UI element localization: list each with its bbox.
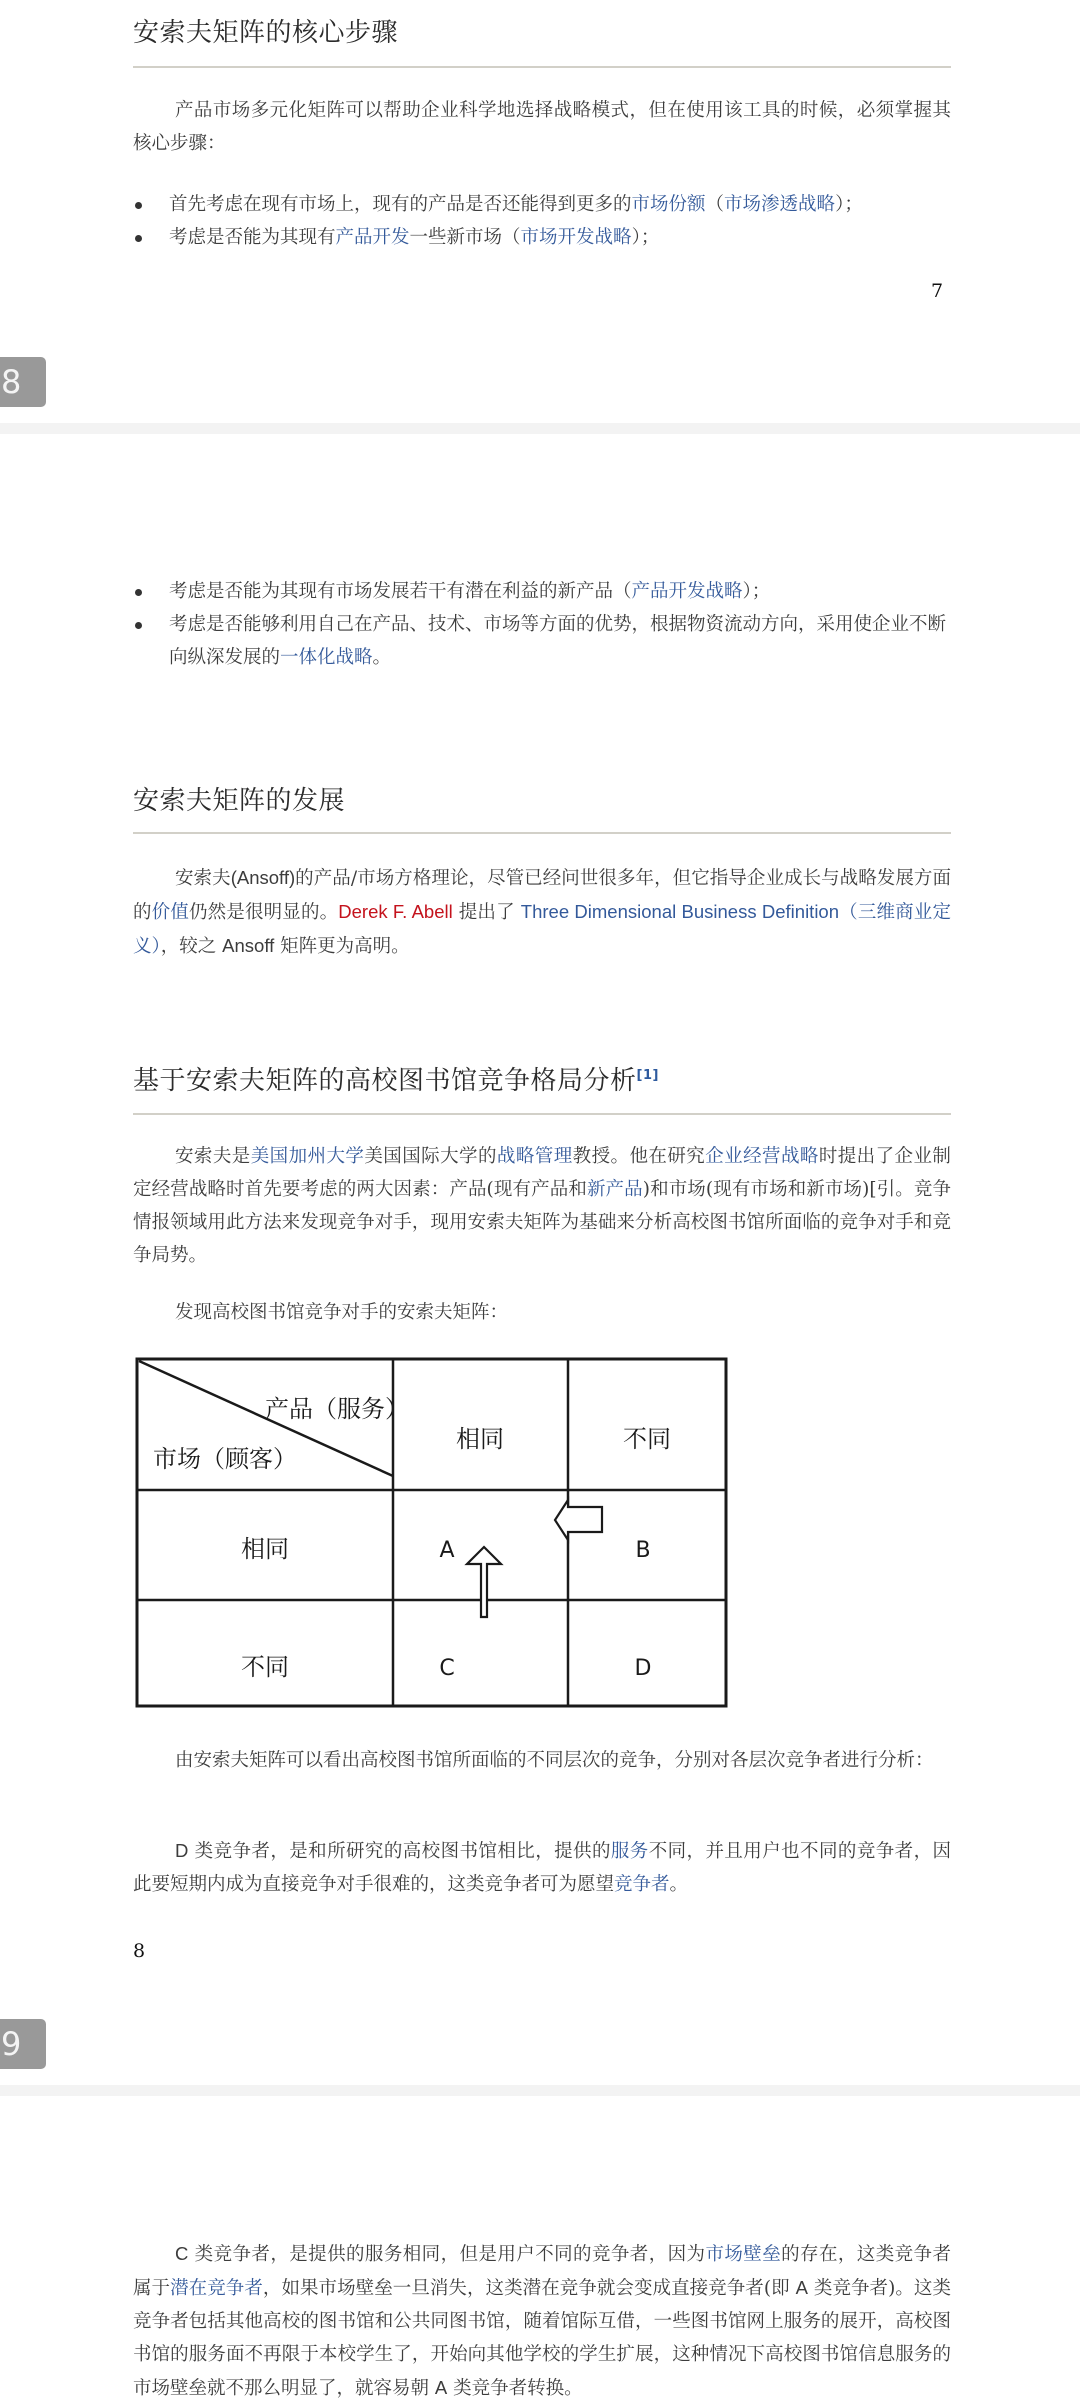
- bullet-icon: [135, 589, 142, 596]
- matrix-corner-market: 市场（顾客）: [153, 1445, 297, 1473]
- section-heading-core-steps: 安索夫矩阵的核心步骤: [133, 18, 399, 48]
- link-integration-strategy[interactable]: 一体化战略: [280, 647, 373, 668]
- inline-link[interactable]: 潜在竞争者: [170, 2278, 263, 2299]
- page-separator: [0, 423, 1080, 434]
- paragraph-competition-levels: 由安索夫矩阵可以看出高校图书馆所面临的不同层次的竞争，分别对各层次竞争者进行分析：: [175, 1750, 934, 1771]
- ansoff-matrix-figure: [135, 1357, 729, 1709]
- paragraph-d-competitors: D 类竞争者，是和所研究的高校图书馆相比，提供的服务不同，并且用户也不同的竞争者，因此要短期内成为直接竞争对手很难的，这类竞争者可为愿望竞争者。: [133, 1840, 951, 1895]
- bullet-icon: [135, 202, 142, 209]
- link-competitor[interactable]: 竞争者: [614, 1874, 670, 1895]
- matrix-cell-a: A: [439, 1538, 455, 1563]
- paragraph-c-competitors: C 类竞争者，是提供的服务相同，但是用户不同的竞争者，因为市场壁垒的存在，这类竞争者属于潜在竞争者，如果市场壁垒一旦消失，这类潜在竞争就会变成直接竞争者(即 A 类竞争者)。这类竞争者包括其他高校的图书馆和公共同图书馆，随着馆际互借，一些图书馆网上服务的展开，高校图书馆的服务面不再限于本校学生了，开始向其他学校的学生扩展，这种情况下高校图书馆信息服务的市场壁垒就不那么明显了，就容易朝 A 类竞争者转换。: [133, 2243, 951, 2399]
- link-product-development-strategy[interactable]: 产品开发战略: [631, 581, 743, 602]
- paragraph-ansoff-intro: 安索夫是美国加州大学美国国际大学的战略管理教授。他在研究企业经营战略时提出了企业制定经营战略时首先要考虑的两大因素：产品(现有产品和新产品)和市场(现有市场和新市场)[引。竞争情报领域用此方法来发现竞争对手，现用安索夫矩阵为基础来分析高校图书馆所面临的竞争对手和竞争局势。: [133, 1146, 951, 1266]
- page-number: 7: [931, 280, 944, 302]
- link-product-development[interactable]: 产品开发: [335, 227, 410, 248]
- matrix-row-same: 相同: [241, 1535, 289, 1563]
- link-market-development-strategy[interactable]: 市场开发战略: [520, 227, 632, 248]
- heading-divider: [133, 66, 951, 68]
- bullet-icon: [135, 235, 142, 242]
- link-market-penetration-strategy[interactable]: 市场渗透战略: [724, 194, 836, 215]
- inline-link[interactable]: 新产品: [586, 1179, 643, 1200]
- matrix-cell-d: D: [634, 1656, 652, 1681]
- inline-link[interactable]: 美国加州大学: [250, 1146, 365, 1167]
- paragraph-matrix-caption: 发现高校图书馆竞争对手的安索夫矩阵：: [175, 1302, 509, 1323]
- page-number: 8: [133, 1940, 146, 1962]
- matrix-cell-c: C: [439, 1656, 455, 1681]
- link-three-dimensional-cn[interactable]: （三维商业定义）: [133, 902, 951, 957]
- page-badge-8: 8: [0, 357, 46, 407]
- list-item: 考虑是否能为其现有产品开发一些新市场（市场开发战略）；: [133, 221, 951, 254]
- link-service[interactable]: 服务: [610, 1841, 649, 1862]
- matrix-row-different: 不同: [241, 1653, 289, 1681]
- page-separator: [0, 2085, 1080, 2096]
- matrix-corner-product: 产品（服务）: [265, 1395, 409, 1423]
- matrix-col-different: 不同: [623, 1425, 671, 1453]
- inline-link[interactable]: 企业经营战略: [705, 1146, 819, 1167]
- inline-link[interactable]: 市场壁垒: [705, 2244, 782, 2265]
- list-item: 首先考虑在现有市场上，现有的产品是否还能得到更多的市场份额（市场渗透战略）；: [133, 188, 951, 221]
- link-market-share[interactable]: 市场份额: [631, 194, 706, 215]
- section-heading-development: 安索夫矩阵的发展: [133, 786, 346, 816]
- paragraph-core-steps-intro: 产品市场多元化矩阵可以帮助企业科学地选择战略模式，但在使用该工具的时候，必须掌握其核心步骤：: [133, 100, 951, 154]
- matrix-cell-b: B: [635, 1538, 651, 1563]
- list-item: 考虑是否能为其现有市场发展若干有潜在利益的新产品（产品开发战略）；: [133, 575, 951, 608]
- list-item: 考虑是否能够利用自己在产品、技术、市场等方面的优势，根据物资流动方向，采用使企业不断向纵深发展的一体化战略。: [133, 608, 951, 674]
- reference-link[interactable]: [1]: [636, 1068, 659, 1083]
- section-heading-library-analysis: 基于安索夫矩阵的高校图书馆竞争格局分析[1]: [133, 1066, 659, 1096]
- link-derek-abell[interactable]: Derek F. Abell: [338, 901, 453, 922]
- matrix-col-same: 相同: [456, 1425, 504, 1453]
- paragraph-development: 安索夫(Ansoff)的产品/市场方格理论，尽管已经问世很多年，但它指导企业成长与战略发展方面的价值仍然是很明显的。Derek F. Abell 提出了 Three Dimensional Business Definition（三维商业定义），较之 Ansoff 矩阵更为高明。: [133, 867, 951, 957]
- link-value[interactable]: 价值: [151, 902, 189, 923]
- link-three-dimensional-business-definition[interactable]: Three Dimensional Business Definition: [520, 901, 840, 922]
- heading-divider: [133, 1113, 951, 1115]
- bullet-icon: [135, 622, 142, 629]
- page-badge-9: 9: [0, 2019, 46, 2069]
- inline-link[interactable]: 战略管理: [496, 1146, 573, 1167]
- heading-divider: [133, 832, 951, 834]
